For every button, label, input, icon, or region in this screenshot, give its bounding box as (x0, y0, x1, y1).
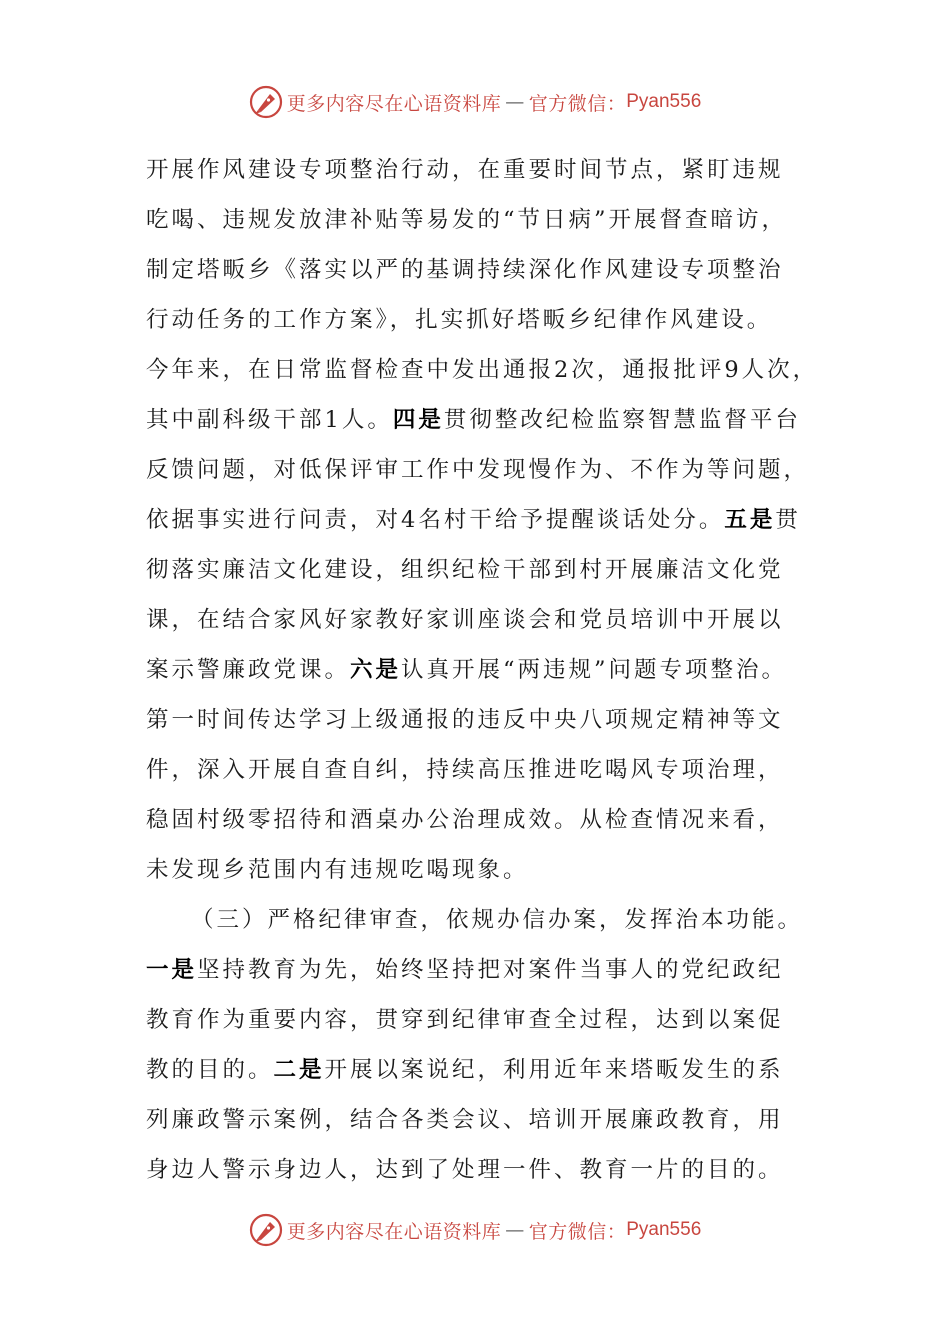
text-segment: （三）严格纪律审查，依规办信办案，发挥治本功能。 (191, 907, 804, 933)
banner-contact-label: 官方微信： (528, 1220, 627, 1243)
bold-marker: 二是 (273, 1057, 325, 1083)
text-line (146, 245, 826, 295)
text-segment: 身边人警示身边人，达到了处理一件、教育一片的目的。 (146, 1157, 784, 1183)
text-line (146, 645, 826, 695)
text-line (146, 745, 826, 795)
banner-text: 更多内容尽在心语资料库 (286, 92, 502, 115)
text-segment: 其中副科级干部1人。 (146, 407, 393, 433)
text-line (146, 895, 826, 945)
pen-nib-logo-icon (249, 1213, 283, 1247)
text-segment: 吃喝、违规发放津补贴等易发的“节日病”开展督查暗访， (146, 207, 788, 233)
text-segment: 教育作为重要内容，贯穿到纪律审查全过程，达到以案促 (146, 1007, 784, 1033)
text-segment: 未发现乡范围内有违规吃喝现象。 (146, 857, 529, 883)
text-line (146, 995, 826, 1045)
text-line (146, 195, 826, 245)
text-line (146, 495, 826, 545)
text-line (146, 295, 826, 345)
bold-marker: 四是 (392, 407, 444, 433)
text-line (146, 145, 826, 195)
footer-watermark-banner (0, 1210, 950, 1250)
header-watermark-banner (0, 82, 950, 122)
banner-wechat-id: Pyan556 (626, 91, 702, 112)
text-line (146, 695, 826, 745)
text-segment: 案示警廉政党课。 (146, 657, 351, 683)
text-segment: 教的目的。 (146, 1057, 274, 1083)
text-line (146, 545, 826, 595)
banner-wechat-id: Pyan556 (626, 1219, 702, 1240)
pen-nib-logo-icon (249, 85, 283, 119)
document-body (146, 145, 826, 1195)
text-segment: 反馈问题，对低保评审工作中发现慢作为、不作为等问题， (146, 457, 810, 483)
text-line (146, 595, 826, 645)
text-segment: 件，深入开展自查自纠，持续高压推进吃喝风专项治理， (146, 757, 784, 783)
text-segment: 课，在结合家风好家教好家训座谈会和党员培训中开展以 (146, 607, 784, 633)
text-segment: 列廉政警示案例，结合各类会议、培训开展廉政教育，用 (146, 1107, 784, 1133)
banner-separator: — (505, 1219, 525, 1241)
text-line (146, 795, 826, 845)
text-line (146, 1045, 826, 1095)
text-line (146, 1095, 826, 1145)
text-segment: 稳固村级零招待和酒桌办公治理成效。从检查情况来看， (146, 807, 784, 833)
banner-text: 更多内容尽在心语资料库 (286, 1220, 502, 1243)
text-line (146, 845, 826, 895)
text-segment: 今年来，在日常监督检查中发出通报2次，通报批评9人次， (146, 357, 819, 383)
text-segment: 贯 (775, 507, 801, 533)
bold-marker: 六是 (350, 657, 402, 683)
text-segment: 彻落实廉洁文化建设，组织纪检干部到村开展廉洁文化党 (146, 557, 784, 583)
text-segment: 坚持教育为先，始终坚持把对案件当事人的党纪政纪 (197, 957, 784, 983)
text-line (146, 445, 826, 495)
text-line (146, 345, 826, 395)
banner-contact-label: 官方微信： (528, 92, 627, 115)
text-line (146, 945, 826, 995)
text-segment: 第一时间传达学习上级通报的违反中央八项规定精神等文 (146, 707, 784, 733)
banner-separator: — (505, 91, 525, 113)
text-line (146, 395, 826, 445)
text-segment: 认真开展“两违规”问题专项整治。 (401, 657, 788, 683)
text-segment: 依据事实进行问责，对4名村干给予提醒谈话处分。 (146, 507, 725, 533)
text-segment: 开展以案说纪，利用近年来塔畈发生的系 (324, 1057, 784, 1083)
text-segment: 贯彻整改纪检监察智慧监督平台 (443, 407, 801, 433)
text-line (146, 1145, 826, 1195)
bold-marker: 一是 (146, 957, 198, 983)
text-segment: 开展作风建设专项整治行动，在重要时间节点，紧盯违规 (146, 157, 784, 183)
text-segment: 行动任务的工作方案》，扎实抓好塔畈乡纪律作风建设。 (146, 307, 773, 333)
bold-marker: 五是 (724, 507, 776, 533)
text-segment: 制定塔畈乡《落实以严的基调持续深化作风建设专项整治 (146, 257, 784, 283)
